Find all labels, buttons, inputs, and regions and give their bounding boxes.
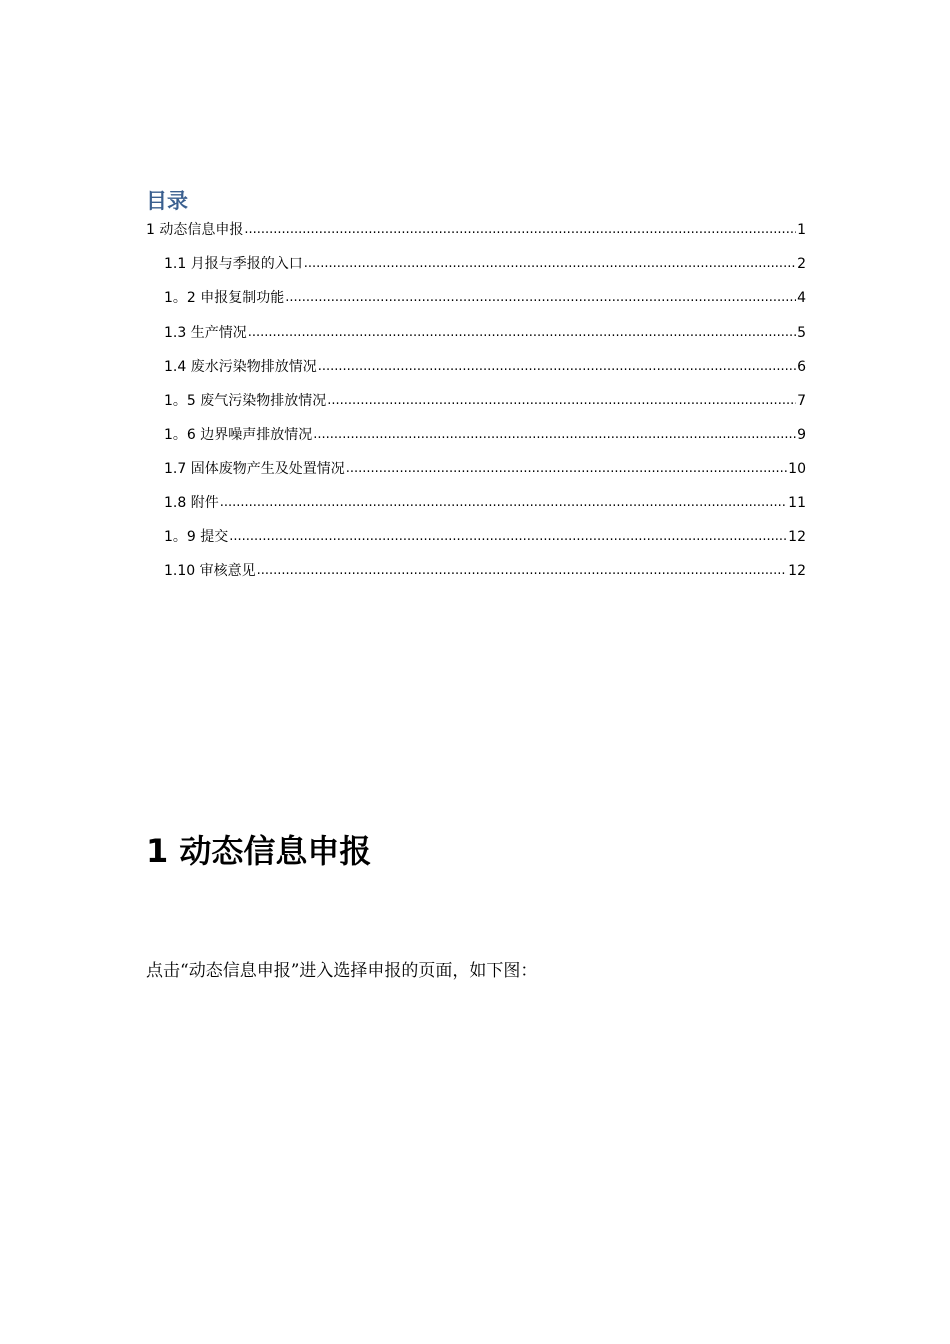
toc-entry-1-5[interactable]: [164, 389, 806, 413]
toc-leader-dots: [304, 251, 796, 276]
toc-entry-page: 10: [788, 461, 806, 477]
toc-entry-title: 1。5 废气污染物排放情况: [164, 393, 327, 409]
toc-leader-dots: [327, 388, 796, 413]
toc-entry-page: 12: [788, 529, 806, 545]
toc-entry-title: 1.1 月报与季报的入口: [164, 256, 303, 272]
toc-leader-dots: [318, 354, 796, 379]
toc-entry-1-9[interactable]: [164, 525, 806, 549]
toc-leader-dots: [244, 217, 796, 242]
toc-entry-page: 4: [797, 290, 806, 306]
body-paragraph: 点击“动态信息申报”进入选择申报的页面，如下图：: [146, 961, 538, 981]
toc-entry-1-3[interactable]: [164, 321, 806, 345]
toc-entry-title: 1 动态信息申报: [146, 222, 244, 238]
toc-entry-1-10[interactable]: [164, 559, 806, 583]
toc-entry-title: 1.3 生产情况: [164, 325, 247, 341]
toc-entry-title: 1。6 边界噪声排放情况: [164, 427, 313, 443]
toc-entry-page: 5: [797, 325, 806, 341]
toc-entry-page: 7: [797, 393, 806, 409]
toc-entry-1[interactable]: [146, 218, 806, 242]
toc-heading: 目录: [146, 189, 188, 213]
toc-leader-dots: [257, 558, 788, 583]
toc-leader-dots: [346, 456, 787, 481]
toc-entry-1-8[interactable]: [164, 491, 806, 515]
toc-entry-1-2[interactable]: [164, 286, 806, 310]
toc-entry-page: 1: [797, 222, 806, 238]
toc-entry-1-7[interactable]: [164, 457, 806, 481]
toc-entry-page: 2: [797, 256, 806, 272]
toc-leader-dots: [220, 490, 787, 515]
toc-entry-1-4[interactable]: [164, 355, 806, 379]
toc-leader-dots: [285, 285, 796, 310]
toc-leader-dots: [229, 524, 787, 549]
toc-entry-title: 1。2 申报复制功能: [164, 290, 285, 306]
toc-entry-page: 11: [788, 495, 806, 511]
toc-leader-dots: [313, 422, 796, 447]
toc-entry-page: 6: [797, 359, 806, 375]
toc-entry-title: 1.8 附件: [164, 495, 219, 511]
toc-entry-title: 1。9 提交: [164, 529, 229, 545]
toc-entry-1-6[interactable]: [164, 423, 806, 447]
toc-entry-title: 1.4 废水污染物排放情况: [164, 359, 317, 375]
toc-entry-1-1[interactable]: [164, 252, 806, 276]
toc-entry-page: 9: [797, 427, 806, 443]
toc-leader-dots: [248, 320, 796, 345]
toc-entry-title: 1.7 固体废物产生及处置情况: [164, 461, 345, 477]
section-heading: 1 动态信息申报: [146, 832, 372, 870]
toc-entry-page: 12: [788, 563, 806, 579]
toc-entry-title: 1.10 审核意见: [164, 563, 256, 579]
